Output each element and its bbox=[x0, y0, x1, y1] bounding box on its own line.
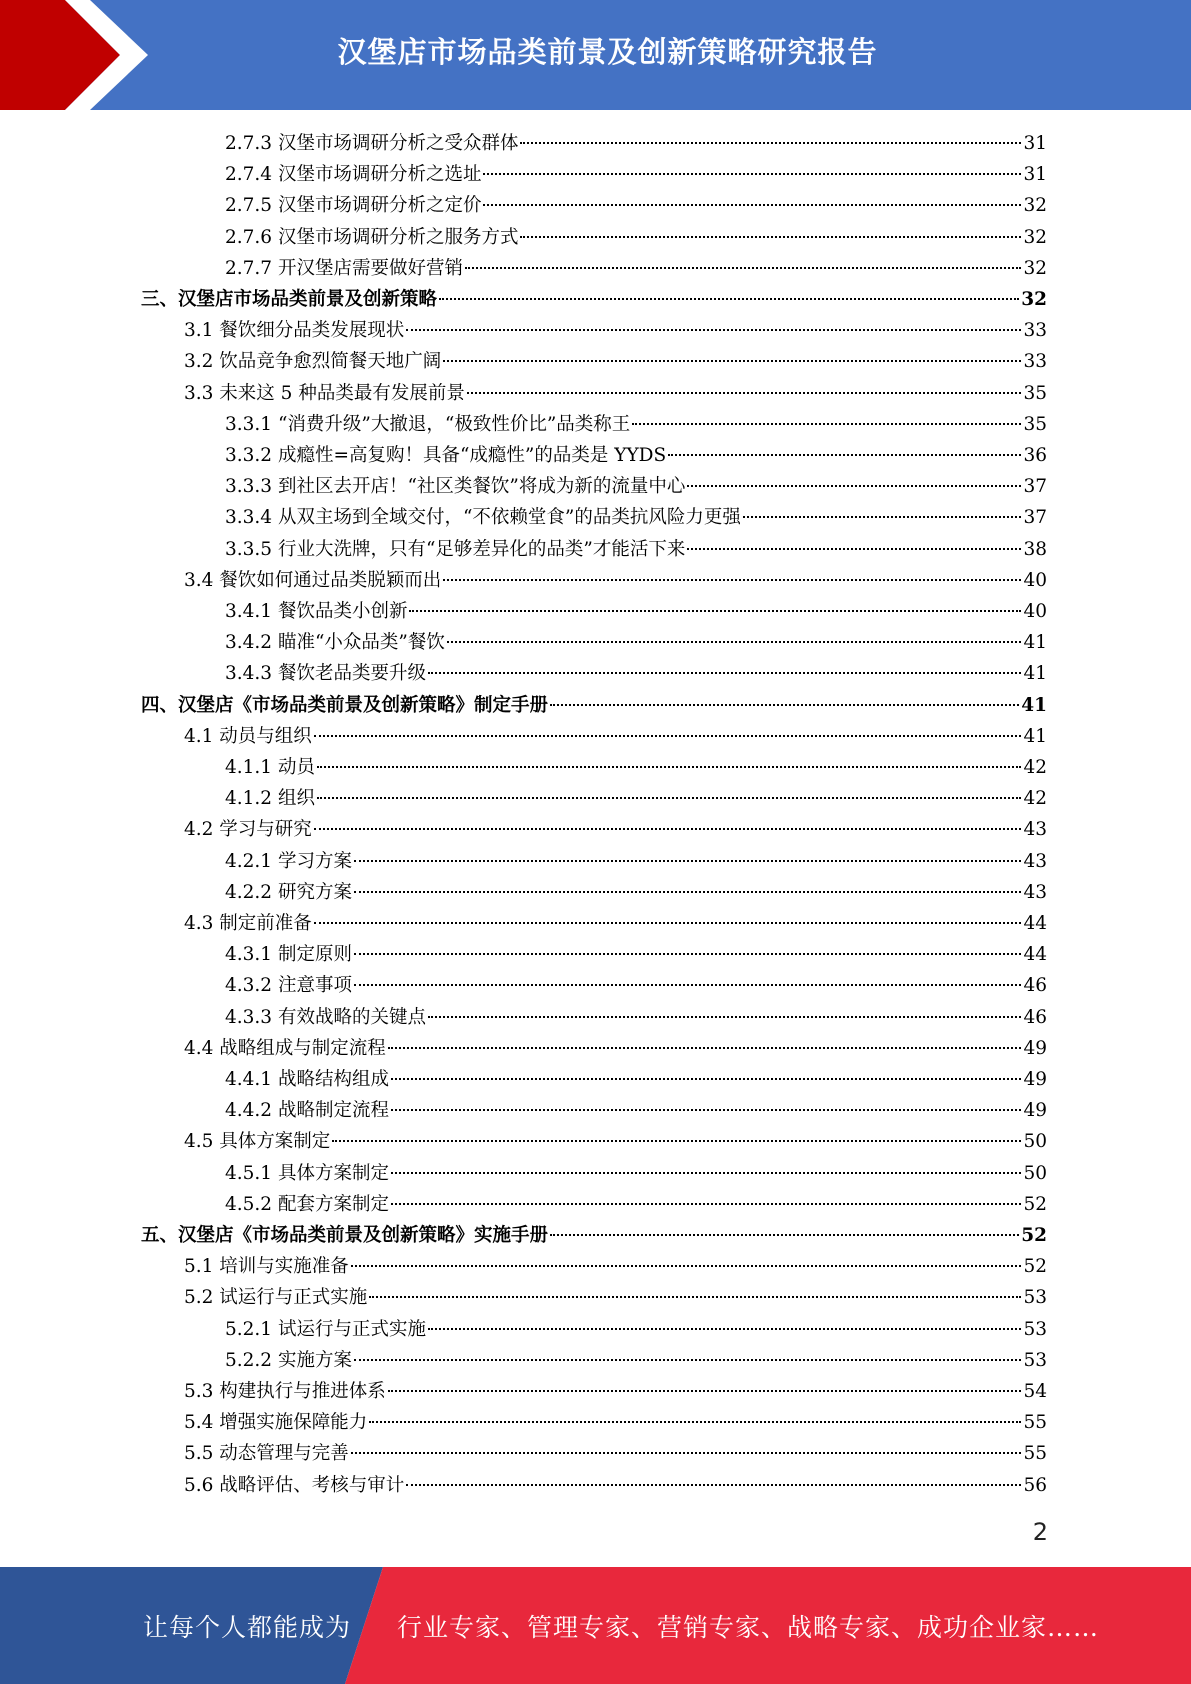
toc-entry-page: 38 bbox=[1023, 538, 1047, 560]
toc-entry[interactable] bbox=[225, 534, 1047, 565]
toc-entry-label: 4.3.2 注意事项 bbox=[225, 975, 352, 997]
toc-entry-label: 5.6 战略评估、考核与审计 bbox=[184, 1474, 405, 1496]
toc-entry-label: 4.4.2 战略制定流程 bbox=[225, 1100, 389, 1122]
toc-entry[interactable] bbox=[225, 128, 1047, 159]
toc-dot-leader bbox=[354, 860, 1022, 862]
toc-dot-leader bbox=[428, 1016, 1021, 1018]
toc-entry-page: 54 bbox=[1023, 1381, 1047, 1402]
toc-entry-label: 四、汉堡店《市场品类前景及创新策略》制定手册 bbox=[141, 694, 549, 716]
toc-dot-leader bbox=[369, 1421, 1021, 1423]
toc-entry-page: 42 bbox=[1023, 788, 1047, 810]
toc-entry-page: 56 bbox=[1023, 1474, 1047, 1496]
toc-dot-leader bbox=[439, 298, 1019, 300]
toc-entry-label: 4.5 具体方案制定 bbox=[184, 1131, 331, 1153]
toc-dot-leader bbox=[406, 1484, 1021, 1486]
toc-entry[interactable] bbox=[225, 1002, 1047, 1033]
toc-entry-page: 37 bbox=[1023, 476, 1047, 498]
toc-entry-page: 53 bbox=[1023, 1318, 1047, 1340]
toc-dot-leader bbox=[443, 360, 1021, 362]
toc-entry[interactable] bbox=[225, 1189, 1047, 1220]
toc-entry-label: 2.7.5 汉堡市场调研分析之定价 bbox=[225, 195, 482, 217]
page-number: 2 bbox=[1032, 1518, 1048, 1546]
toc-entry-label: 4.2 学习与研究 bbox=[184, 819, 312, 841]
toc-dot-leader bbox=[483, 204, 1021, 206]
toc-entry-label: 3.3.1 “消费升级”大撤退，“极致性价比”品类称王 bbox=[225, 413, 631, 435]
toc-entry[interactable] bbox=[184, 1251, 1047, 1282]
toc-entry[interactable] bbox=[225, 471, 1047, 502]
toc-entry[interactable] bbox=[184, 1470, 1047, 1501]
toc-dot-leader bbox=[550, 704, 1019, 706]
toc-entry[interactable] bbox=[184, 1376, 1047, 1407]
toc-dot-leader bbox=[314, 922, 1022, 924]
toc-entry-label: 3.1 餐饮细分品类发展现状 bbox=[184, 320, 405, 342]
toc-entry-label: 4.3 制定前准备 bbox=[184, 913, 312, 934]
toc-entry-page: 32 bbox=[1021, 289, 1047, 310]
toc-dot-leader bbox=[409, 610, 1021, 612]
toc-entry-label: 3.3.4 从双主场到全域交付，“不依赖堂食”的品类抗风险力更强 bbox=[225, 507, 741, 529]
toc-entry-page: 52 bbox=[1021, 1225, 1047, 1246]
toc-entry-label: 五、汉堡店《市场品类前景及创新策略》实施手册 bbox=[141, 1225, 549, 1246]
toc-entry-page: 41 bbox=[1023, 632, 1047, 654]
toc-entry[interactable] bbox=[225, 846, 1047, 877]
toc-entry-page: 52 bbox=[1023, 1256, 1047, 1278]
toc-dot-leader bbox=[354, 1359, 1022, 1361]
toc-entry-page: 50 bbox=[1023, 1131, 1047, 1153]
toc-entry-label: 5.2.2 实施方案 bbox=[225, 1349, 352, 1371]
toc-dot-leader bbox=[687, 485, 1021, 487]
toc-entry-label: 5.1 培训与实施准备 bbox=[184, 1256, 349, 1278]
toc-dot-leader bbox=[388, 1047, 1022, 1049]
toc-entry[interactable] bbox=[225, 1158, 1047, 1189]
toc-entry[interactable] bbox=[225, 502, 1047, 533]
toc-entry-page: 41 bbox=[1023, 663, 1047, 685]
toc-dot-leader bbox=[668, 454, 1021, 456]
toc-dot-leader bbox=[369, 1296, 1021, 1298]
toc-entry-label: 5.3 构建执行与推进体系 bbox=[184, 1381, 386, 1402]
toc-entry-label: 4.3.3 有效战略的关键点 bbox=[225, 1006, 426, 1028]
toc-dot-leader bbox=[317, 766, 1022, 768]
toc-dot-leader bbox=[483, 173, 1021, 175]
toc-entry[interactable] bbox=[184, 1033, 1047, 1064]
toc-entry[interactable] bbox=[225, 409, 1047, 440]
toc-entry-label: 5.2.1 试运行与正式实施 bbox=[225, 1318, 426, 1340]
toc-entry-page: 32 bbox=[1023, 226, 1047, 248]
toc-entry-page: 55 bbox=[1023, 1412, 1047, 1434]
toc-entry-label: 2.7.4 汉堡市场调研分析之选址 bbox=[225, 164, 482, 186]
toc-entry[interactable] bbox=[225, 596, 1047, 627]
toc-entry-page: 36 bbox=[1023, 445, 1047, 466]
toc-entry-page: 31 bbox=[1023, 133, 1047, 154]
toc-entry-label: 4.1 动员与组织 bbox=[184, 725, 312, 747]
toc-entry[interactable] bbox=[225, 877, 1047, 908]
toc-entry[interactable] bbox=[225, 658, 1047, 689]
toc-dot-leader bbox=[317, 797, 1022, 799]
toc-entry-page: 46 bbox=[1023, 975, 1047, 997]
toc-entry[interactable] bbox=[141, 1220, 1047, 1251]
toc-dot-leader bbox=[351, 1452, 1022, 1454]
toc-entry-page: 40 bbox=[1023, 569, 1047, 591]
toc-entry[interactable] bbox=[225, 1314, 1047, 1345]
toc-dot-leader bbox=[447, 641, 1022, 643]
toc-entry-page: 44 bbox=[1023, 944, 1047, 966]
toc-entry-page: 33 bbox=[1023, 351, 1047, 373]
toc-entry-page: 41 bbox=[1021, 694, 1047, 716]
toc-entry-label: 5.2 试运行与正式实施 bbox=[184, 1287, 368, 1309]
toc-dot-leader bbox=[351, 1265, 1022, 1267]
toc-dot-leader bbox=[632, 423, 1021, 425]
toc-entry[interactable] bbox=[225, 1095, 1047, 1126]
toc-dot-leader bbox=[520, 142, 1021, 144]
toc-entry[interactable] bbox=[225, 440, 1047, 471]
toc-entry[interactable] bbox=[225, 939, 1047, 970]
toc-dot-leader bbox=[332, 1140, 1021, 1142]
toc-entry-page: 53 bbox=[1023, 1287, 1047, 1309]
toc-entry-page: 41 bbox=[1023, 725, 1047, 747]
toc-dot-leader bbox=[391, 1078, 1021, 1080]
toc-entry[interactable] bbox=[225, 190, 1047, 221]
toc-entry-page: 43 bbox=[1023, 881, 1047, 903]
toc-entry[interactable] bbox=[184, 908, 1047, 939]
toc-entry-label: 4.1.2 组织 bbox=[225, 788, 315, 810]
toc-dot-leader bbox=[520, 236, 1021, 238]
report-title: 汉堡店市场品类前景及创新策略研究报告 bbox=[337, 34, 878, 69]
toc-entry-page: 49 bbox=[1023, 1100, 1047, 1122]
toc-entry-page: 53 bbox=[1023, 1349, 1047, 1371]
toc-dot-leader bbox=[550, 1234, 1019, 1236]
toc-entry[interactable] bbox=[184, 1438, 1047, 1469]
toc-entry[interactable] bbox=[225, 222, 1047, 253]
toc-entry[interactable] bbox=[225, 1064, 1047, 1095]
toc-entry-label: 4.2.2 研究方案 bbox=[225, 881, 352, 903]
toc-entry[interactable] bbox=[184, 814, 1047, 845]
toc-entry-page: 43 bbox=[1023, 819, 1047, 841]
toc-dot-leader bbox=[354, 953, 1022, 955]
toc-entry[interactable] bbox=[184, 1282, 1047, 1313]
toc-entry[interactable] bbox=[184, 346, 1047, 377]
toc-entry-label: 4.4.1 战略结构组成 bbox=[225, 1069, 389, 1090]
toc-entry-label: 4.3.1 制定原则 bbox=[225, 944, 352, 966]
toc-entry-page: 40 bbox=[1023, 601, 1047, 622]
toc-entry[interactable] bbox=[225, 159, 1047, 190]
toc-entry-page: 49 bbox=[1023, 1069, 1047, 1090]
toc-entry-page: 50 bbox=[1023, 1162, 1047, 1184]
toc-entry[interactable] bbox=[225, 1345, 1047, 1376]
toc-entry-page: 32 bbox=[1023, 195, 1047, 217]
toc-dot-leader bbox=[391, 1109, 1021, 1111]
toc-entry-page: 44 bbox=[1023, 913, 1047, 934]
toc-entry[interactable] bbox=[225, 783, 1047, 814]
toc-dot-leader bbox=[314, 735, 1022, 737]
toc-entry-label: 3.3.3 到社区去开店！“社区类餐饮”将成为新的流量中心 bbox=[225, 476, 686, 498]
toc-entry-page: 32 bbox=[1023, 257, 1047, 279]
toc-entry-page: 46 bbox=[1023, 1006, 1047, 1028]
toc-dot-leader bbox=[443, 579, 1021, 581]
toc-entry[interactable] bbox=[225, 253, 1047, 284]
toc-entry-page: 33 bbox=[1023, 320, 1047, 342]
toc-entry-label: 2.7.7 开汉堡店需要做好营销 bbox=[225, 257, 463, 279]
toc-entry-page: 35 bbox=[1023, 382, 1047, 404]
toc-entry[interactable] bbox=[225, 752, 1047, 783]
toc-dot-leader bbox=[428, 1328, 1021, 1330]
toc-entry-page: 35 bbox=[1023, 413, 1047, 435]
toc-entry-page: 55 bbox=[1023, 1443, 1047, 1465]
toc-entry-label: 5.5 动态管理与完善 bbox=[184, 1443, 349, 1465]
toc-entry-label: 4.2.1 学习方案 bbox=[225, 850, 352, 872]
toc-entry-label: 3.4 餐饮如何通过品类脱颖而出 bbox=[184, 569, 442, 591]
toc-entry[interactable] bbox=[184, 378, 1047, 409]
toc-dot-leader bbox=[388, 1390, 1022, 1392]
toc-entry-label: 2.7.3 汉堡市场调研分析之受众群体 bbox=[225, 133, 519, 154]
toc-dot-leader bbox=[465, 267, 1021, 269]
toc-entry-label: 三、汉堡店市场品类前景及创新策略 bbox=[141, 289, 438, 310]
toc-entry-label: 3.3.5 行业大洗牌，只有“足够差异化的品类”才能活下来 bbox=[225, 538, 686, 560]
toc-entry[interactable] bbox=[184, 1126, 1047, 1157]
toc-entry[interactable] bbox=[184, 721, 1047, 752]
toc-entry-label: 4.1.1 动员 bbox=[225, 757, 315, 778]
toc-dot-leader bbox=[314, 828, 1022, 830]
toc-entry[interactable] bbox=[225, 970, 1047, 1001]
toc-entry[interactable] bbox=[141, 690, 1047, 721]
toc-entry-label: 3.3.2 成瘾性=高复购！具备“成瘾性”的品类是 YYDS bbox=[225, 445, 667, 466]
toc-dot-leader bbox=[467, 392, 1022, 394]
toc-entry[interactable] bbox=[184, 315, 1047, 346]
toc-entry-label: 5.4 增强实施保障能力 bbox=[184, 1412, 368, 1434]
toc-dot-leader bbox=[406, 329, 1021, 331]
toc-entry-page: 49 bbox=[1023, 1037, 1047, 1059]
toc-entry-label: 3.2 饮品竞争愈烈简餐天地广阔 bbox=[184, 351, 442, 373]
toc-entry-label: 2.7.6 汉堡市场调研分析之服务方式 bbox=[225, 226, 519, 248]
page-header bbox=[0, 0, 1191, 110]
toc-dot-leader bbox=[354, 984, 1022, 986]
toc-entry-page: 52 bbox=[1023, 1193, 1047, 1215]
toc-dot-leader bbox=[391, 1203, 1021, 1205]
page-footer bbox=[0, 1567, 1191, 1684]
toc-entry-page: 42 bbox=[1023, 757, 1047, 778]
toc-entry-label: 3.4.3 餐饮老品类要升级 bbox=[225, 663, 426, 685]
toc-entry-label: 4.4 战略组成与制定流程 bbox=[184, 1037, 386, 1059]
footer-slogan-right: 行业专家、管理专家、营销专家、战略专家、成功企业家…… bbox=[397, 1612, 1100, 1642]
toc-dot-leader bbox=[354, 891, 1022, 893]
toc-dot-leader bbox=[428, 672, 1021, 674]
toc-dot-leader bbox=[687, 548, 1021, 550]
toc-entry-page: 43 bbox=[1023, 850, 1047, 872]
footer-slogan-left: 让每个人都能成为 bbox=[143, 1612, 352, 1642]
toc-entry-page: 31 bbox=[1023, 164, 1047, 186]
toc-entry-label: 4.5.1 具体方案制定 bbox=[225, 1162, 389, 1184]
toc-entry[interactable] bbox=[184, 565, 1047, 596]
toc-dot-leader bbox=[391, 1172, 1021, 1174]
toc-dot-leader bbox=[743, 516, 1022, 518]
toc-entry-label: 3.3 未来这 5 种品类最有发展前景 bbox=[184, 382, 465, 404]
toc-entry-label: 3.4.1 餐饮品类小创新 bbox=[225, 601, 408, 622]
toc-entry-label: 3.4.2 瞄准“小众品类”餐饮 bbox=[225, 632, 445, 654]
toc-entry-label: 4.5.2 配套方案制定 bbox=[225, 1193, 389, 1215]
toc-entry[interactable] bbox=[225, 627, 1047, 658]
toc-entry[interactable] bbox=[184, 1407, 1047, 1438]
toc-entry[interactable] bbox=[141, 284, 1047, 315]
toc-entry-page: 37 bbox=[1023, 507, 1047, 529]
